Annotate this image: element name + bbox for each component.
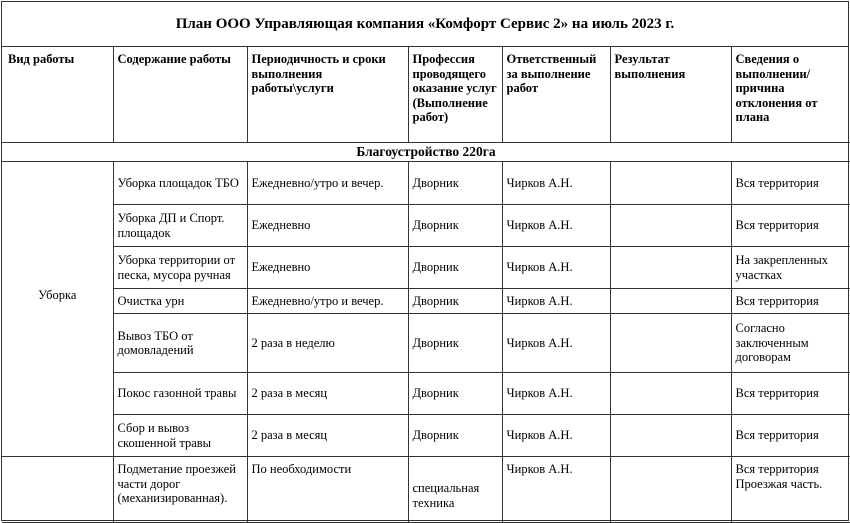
profession-cell: Дворник — [408, 205, 502, 247]
info-cell: Согласно заключенным договорам — [731, 314, 850, 373]
result-cell — [610, 457, 731, 523]
document-title: План ООО Управляющая компания «Комфорт Сервис 2» на июль 2023 г. — [2, 2, 848, 47]
result-cell — [610, 162, 731, 205]
result-cell — [610, 314, 731, 373]
profession-cell: Дворник — [408, 247, 502, 289]
content-cell: Вывоз ТБО от домовладений — [113, 314, 247, 373]
period-cell: Ежедневно — [247, 247, 408, 289]
info-cell: Вся территория — [731, 162, 850, 205]
table-row — [2, 205, 850, 247]
period-cell: Ежедневно/утро и вечер. — [247, 162, 408, 205]
responsible-cell: Чирков А.Н. — [502, 373, 610, 415]
profession-cell: Дворник — [408, 314, 502, 373]
responsible-cell: Чирков А.Н. — [502, 289, 610, 314]
result-cell — [610, 247, 731, 289]
responsible-cell: Чирков А.Н. — [502, 415, 610, 457]
section-title: Благоустройство 220га — [2, 143, 850, 162]
column-header: Периодичность и сроки выполнения работы\услуги — [247, 47, 408, 143]
column-header: Ответственный за выполнение работ — [502, 47, 610, 143]
profession-cell: Дворник — [408, 162, 502, 205]
info-cell: Вся территория — [731, 289, 850, 314]
result-cell — [610, 289, 731, 314]
plan-table — [2, 47, 850, 523]
responsible-cell: Чирков А.Н. — [502, 457, 610, 523]
profession-cell: специальная техника — [408, 457, 502, 523]
column-header: Результат выполнения — [610, 47, 731, 143]
result-cell — [610, 205, 731, 247]
info-cell: Вся территория — [731, 373, 850, 415]
table-row — [2, 373, 850, 415]
table-row — [2, 457, 850, 523]
column-header: Содержание работы — [113, 47, 247, 143]
responsible-cell: Чирков А.Н. — [502, 162, 610, 205]
table-row — [2, 162, 850, 205]
period-cell: По необходимости — [247, 457, 408, 523]
period-cell: 2 раза в месяц — [247, 373, 408, 415]
period-cell: Ежедневно — [247, 205, 408, 247]
period-cell: 2 раза в месяц — [247, 415, 408, 457]
info-cell: Вся территория — [731, 415, 850, 457]
responsible-cell: Чирков А.Н. — [502, 247, 610, 289]
content-cell: Уборка ДП и Спорт. площадок — [113, 205, 247, 247]
table-row — [2, 314, 850, 373]
profession-cell: Дворник — [408, 415, 502, 457]
table-row — [2, 415, 850, 457]
content-cell: Очистка урн — [113, 289, 247, 314]
result-cell — [610, 373, 731, 415]
responsible-cell: Чирков А.Н. — [502, 314, 610, 373]
plan-document — [1, 1, 849, 521]
info-cell: Вся территория Проезжая часть. — [731, 457, 850, 523]
info-cell: Вся территория — [731, 205, 850, 247]
content-cell: Сбор и вывоз скошенной травы — [113, 415, 247, 457]
table-row — [2, 289, 850, 314]
column-header: Сведения о выполнении/ причина отклонения от плана — [731, 47, 850, 143]
profession-cell: Дворник — [408, 289, 502, 314]
content-cell: Покос газонной травы — [113, 373, 247, 415]
responsible-cell: Чирков А.Н. — [502, 205, 610, 247]
work-type-cell: Уборка — [2, 162, 113, 457]
content-cell: Подметание проезжей части дорог (механизированная). — [113, 457, 247, 523]
period-cell: Ежедневно/утро и вечер. — [247, 289, 408, 314]
result-cell — [610, 415, 731, 457]
column-header: Профессия проводящего оказание услуг (Выполнение работ) — [408, 47, 502, 143]
period-cell: 2 раза в неделю — [247, 314, 408, 373]
profession-cell: Дворник — [408, 373, 502, 415]
table-header-row — [2, 47, 850, 143]
content-cell: Уборка территории от песка, мусора ручная — [113, 247, 247, 289]
content-cell: Уборка площадок ТБО — [113, 162, 247, 205]
table-row — [2, 247, 850, 289]
section-row — [2, 143, 850, 162]
column-header: Вид работы — [2, 47, 113, 143]
info-cell: На закрепленных участках — [731, 247, 850, 289]
